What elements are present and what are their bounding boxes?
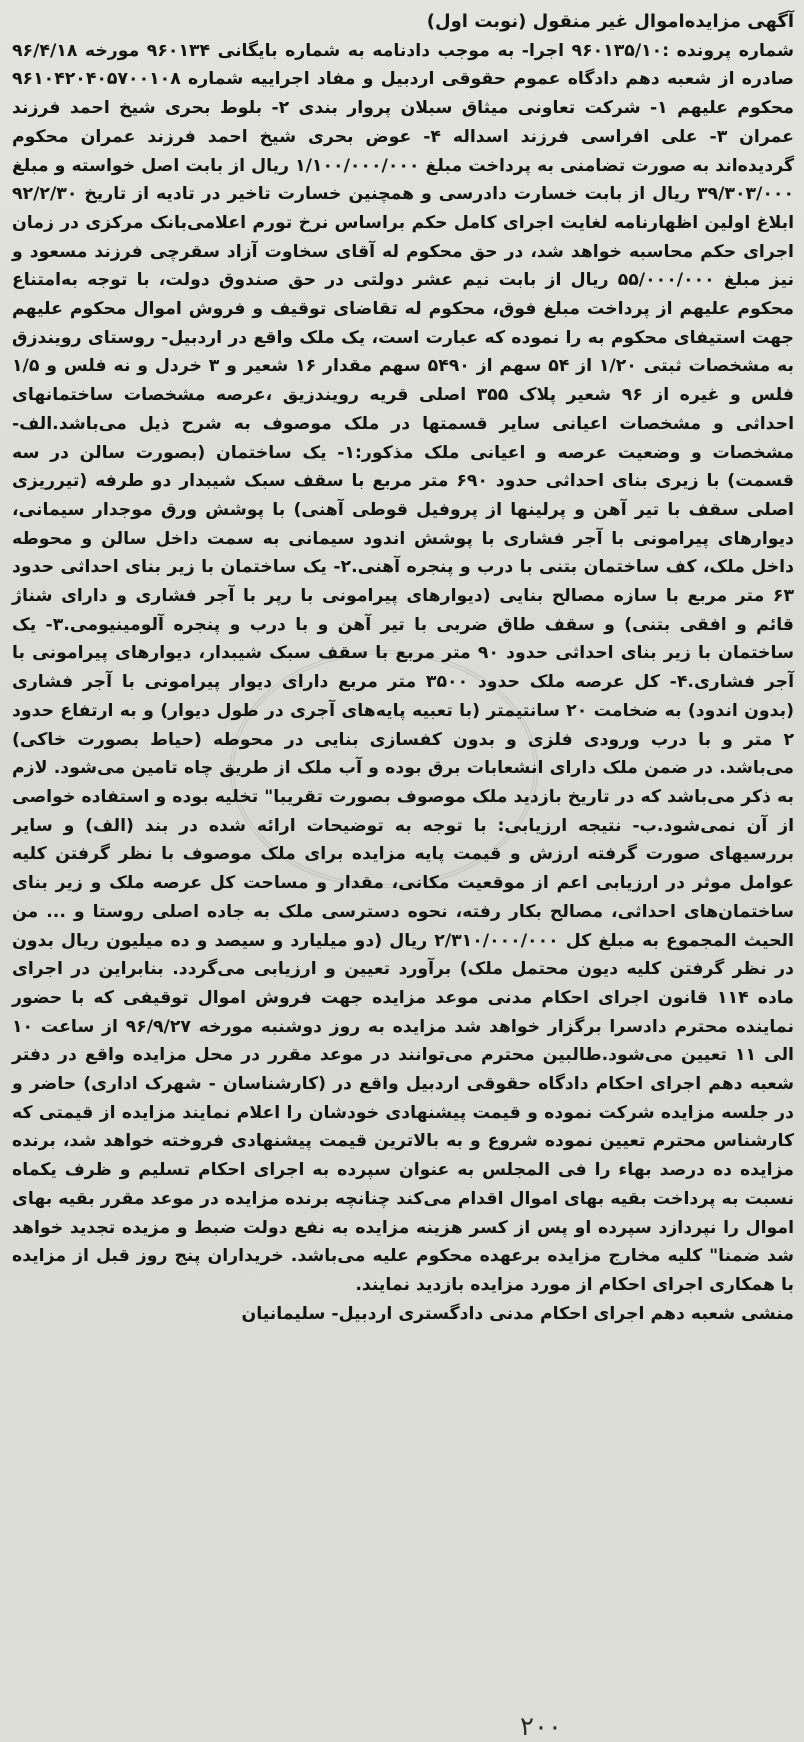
notice-signature: منشی شعبه دهم اجرای احکام مدنی دادگستری اردبیل- سلیمانیان <box>241 1303 794 1324</box>
notice-body: شماره پرونده :۹۶۰۱۳۵/۱۰ اجرا- به موجب دادنامه به شماره بایگانی ۹۶۰۱۳۴ مورخه ۹۶/۴/۱۸ صادره از شعبه دهم دادگاه عموم حقوقی اردبیل و مفاد اجراییه شماره ۹۶۱۰۴۲۰۴۰۵۷۰۰۱۰۸ محکوم علیهم ۱- شرکت تعاونی میثاق سبلان پروار بندی ۲- بلوط بحری شیخ احمد فرزند عمران ۳- علی افراسی فرزند اسداله ۴- عوض بحری شیخ احمد فرزند عمران محکوم گردیده‌اند به صورت تضامنی به پرداخت مبلغ ۱/۱۰۰/۰۰۰/۰۰۰ ریال از بابت اصل خواسته و مبلغ ۳۹/۳۰۳/۰۰۰ ریال از بابت خسارت دادرسی و همچنین خسارت تاخیر در تادیه از تاریخ ۹۲/۲/۳۰ ابلاغ اولین اظهارنامه لغایت اجرای کامل حکم براساس نرخ تورم اعلامی‌بانک مرکزی در زمان اجرای حکم محاسبه خواهد شد، در حق محکوم له آقای سخاوت آزاد سقرچی فرزند مسعود و نیز مبلغ ۵۵/۰۰۰/۰۰۰ ریال از بابت نیم عشر دولتی در حق صندوق دولت، با توجه به‌امتناع محکوم علیهم از پرداخت مبلغ فوق، محکوم له تقاضای توقیف و فروش اموال محکوم علیهم جهت استیفای محکوم به را نموده که عبارت است، یک ملک واقع در اردبیل- روستای رویندزق به مشخصات ثبتی ۱/۲۰ از ۵۴ سهم از ۵۴۹۰ سهم مقدار ۱۶ شعیر و ۳ خردل و نه فلس و ۱/۵ فلس و غیره از ۹۶ شعیر پلاک ۳۵۵ اصلی قریه رویندزیق ،عرصه مشخصات ساختمانهای احداثی و مشخصات اعیانی سایر قسمتها در ملک موصوف به شرح ذیل می‌باشد.الف- مشخصات و وضعیت عرصه و اعیانی ملک مذکور:۱- یک ساختمان (بصورت سالن در سه قسمت) با زیری بنای احداثی حدود ۶۹۰ متر مربع با سقف سبک شیبدار دو طرفه (تیرریزی اصلی سقف با تیر آهن و پرلینها از پروفیل قوطی آهنی) با پوشش ورق موجدار سیمانی، دیوارهای پیرامونی با آجر فشاری با پوشش اندود سیمانی به سمت داخل سالن و محوطه داخل ملک، کف ساختمان بتنی با درب و پنجره آهنی.۲- یک ساختمان با زیر بنای احداثی حدود ۶۳ متر مربع با سازه مصالح بنایی (دیوارهای پیرامونی با رپر با آجر فشاری و دارای شناژ قائم و افقی بتنی) و سقف طاق ضربی با تیر آهن و با درب و پنجره آلومینیومی.۳- یک ساختمان با زیر بنای احداثی حدود ۹۰ متر مربع با سقف سبک شیبدار، دیوارهای پیرامونی با آجر فشاری.۴- کل عرصه ملک حدود ۳۵۰۰ متر مربع دارای دیوار پیرامونی با آجر فشاری (بدون اندود) به ضخامت ۲۰ سانتیمتر (با تعبیه پایه‌های آجری در طول دیوار) و به ارتفاع حدود ۲ متر و با درب ورودی فلزی و بدون کفسازی بنایی در محوطه (حیاط بصورت خاکی) می‌باشد. در ضمن ملک دارای انشعابات برق بوده و آب ملک از طریق چاه تامین می‌شود. لازم به ذکر می‌باشد که در تاریخ بازدید ملک موصوف بصورت تقریبا" تخلیه بوده و استفاده خواصی از آن نمی‌شود.ب- نتیجه ارزیابی: با توجه به توضیحات ارائه شده در بند (الف) و سایر بررسیهای صورت گرفته ارزش و قیمت پایه مزایده برای ملک موصوف با نظر گرفتن کلیه عوامل موثر در ارزیابی اعم از موقعیت مکانی، مقدار و مساحت کل عرصه ملک و زیر بنای ساختمان‌های احداثی، مصالح بکار رفته، نحوه دسترسی ملک به جاده اصلی روستا و ... من الحیث المجموع به مبلغ کل ۲/۳۱۰/۰۰۰/۰۰۰ ریال (دو میلیارد و سیصد و ده میلیون ریال بدون در نظر گرفتن کلیه دیون محتمل ملک) برآورد تعیین و ارزیابی می‌گردد. بنابراین در اجرای ماده ۱۱۴ قانون اجرای احکام مدنی موعد مزایده جهت فروش اموال توقیفی که با حضور نماینده محترم دادسرا برگزار خواهد شد مزایده به روز دوشنبه مورخه ۹۶/۹/۲۷ از ساعت ۱۰ الی ۱۱ تعیین می‌شود.طالبین محترم می‌توانند در موعد مقرر در محل مزایده واقع در دفتر شعبه دهم اجرای احکام دادگاه حقوقی اردبیل واقع در (کارشناسان - شهرک اداری) حاضر و در جلسه مزایده شرکت نموده و قیمت پیشنهادی خودشان را اعلام نمایند مزایده از قیمتی که کارشناس محترم تعیین نموده شروع و به بالاترین قیمت پیشنهادی فروخته خواهد شد، برنده مزایده ده درصد بهاء را فی المجلس به عنوان سپرده به اجرای احکام تسلیم و ظرف یکماه نسبت به پرداخت بقیه بهای اموال اقدام می‌کند چنانچه برنده مزایده در موعد مقرر بقیه بهای اموال را نپردازد سپرده او پس از کسر هزینه مزایده به نفع دولت ضبط و مزیده تجدید خواهد شد ضمنا" کلیه مخارج مزایده برعهده محکوم علیه می‌باشد. خریداران پنج روز قبل از مزایده با همکاری اجرای احکام از مورد مزایده بازدید نمایند. <box>12 40 795 1295</box>
notice-title: آگهی مزایده‌اموال غیر منقول (نوبت اول) <box>426 11 794 32</box>
footer-mark: ۲۰۰ <box>520 1712 562 1742</box>
auction-notice <box>12 8 794 1328</box>
